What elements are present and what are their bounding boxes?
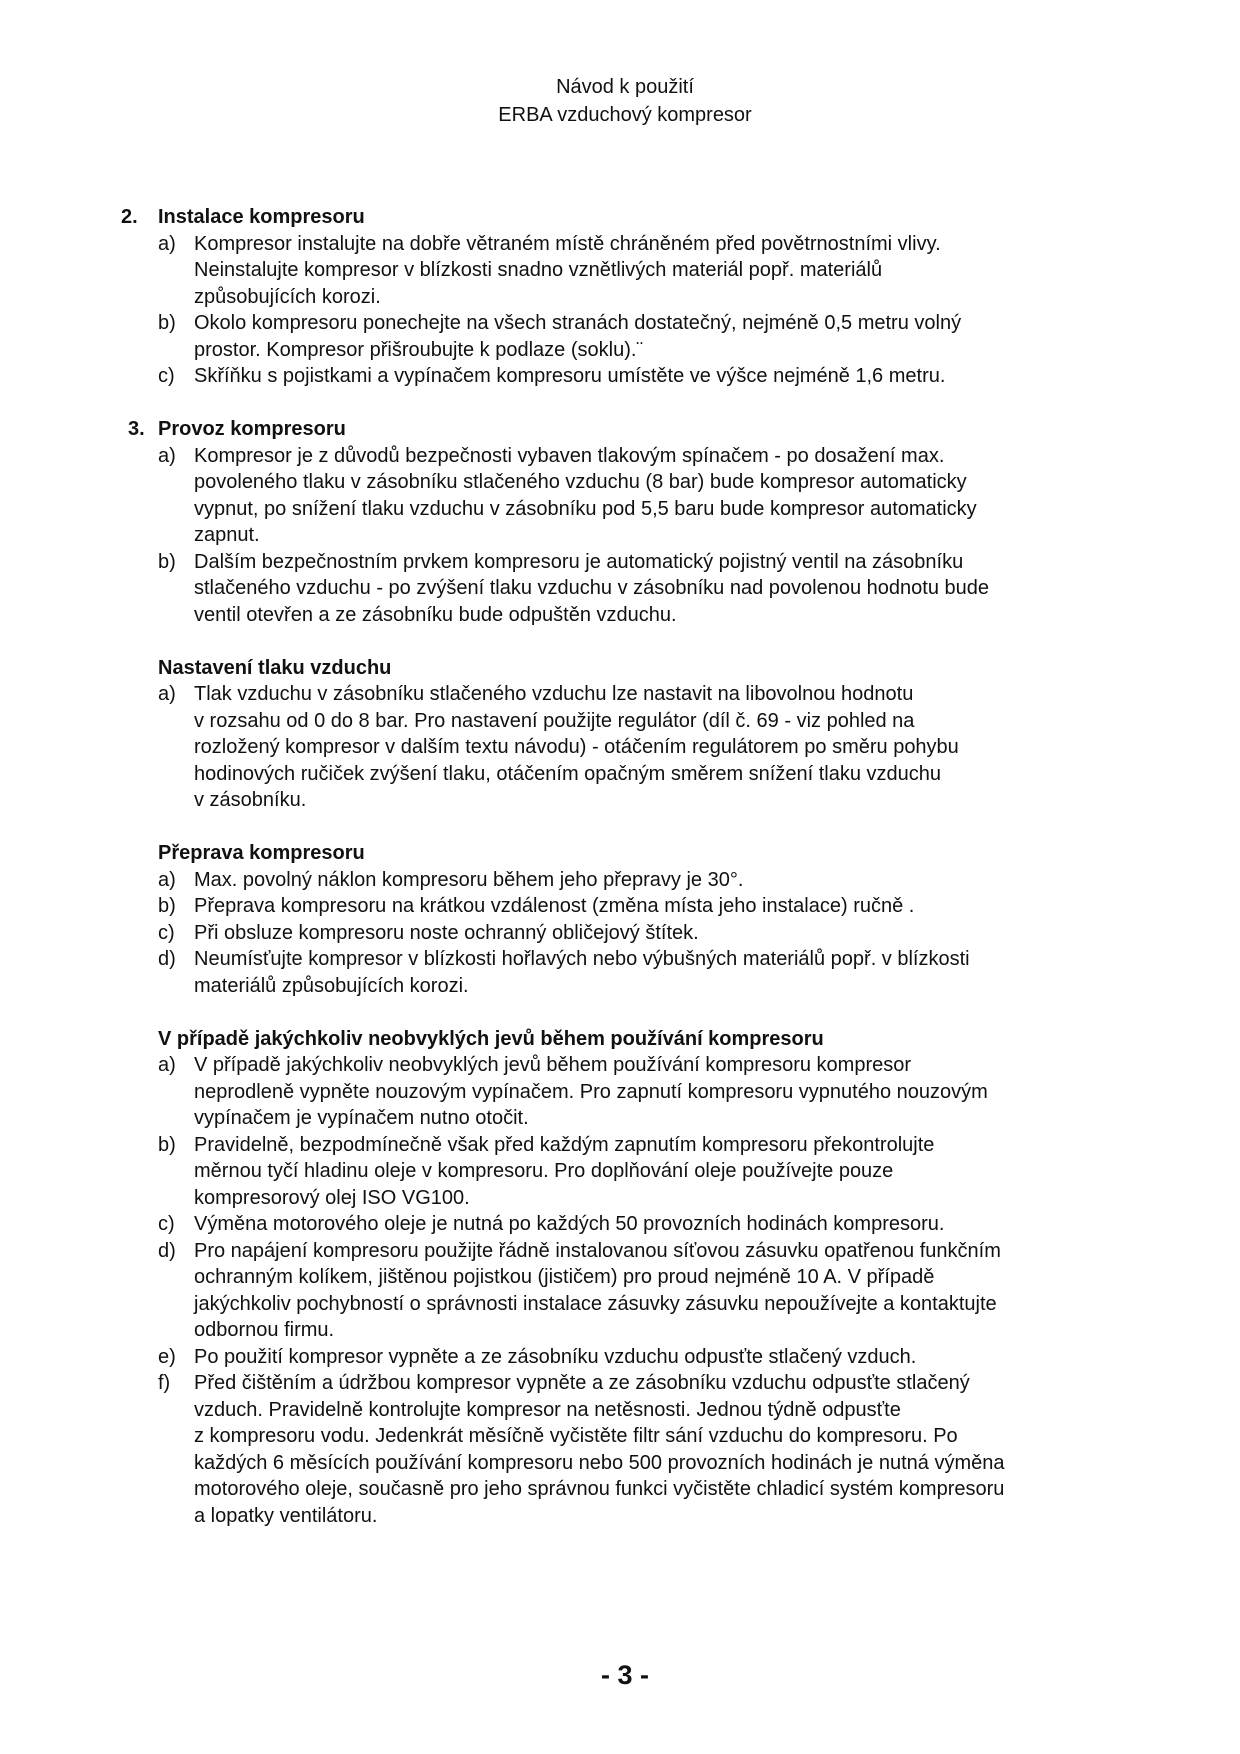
section: [0, 1026, 1240, 1530]
document-title: Návod k použití: [556, 76, 694, 98]
text-line: stlačeného vzduchu - po zvýšení tlaku vzduchu v zásobníku nad povolenou hodnotu bude: [194, 577, 989, 599]
text-line: Před čištěním a údržbou kompresor vypněte a ze zásobníku vzduchu odpusťte stlačený: [194, 1372, 970, 1394]
text-line: z kompresoru vodu. Jedenkrát měsíčně vyčistěte filtr sání vzduchu do kompresoru. Po: [194, 1425, 958, 1447]
text-line: způsobujících korozi.: [194, 285, 381, 308]
section-number: 2.: [121, 206, 138, 228]
text-line: Kompresor je z důvodů bezpečnosti vybaven tlakovým spínačem - po dosažení max.: [194, 444, 945, 467]
list-item-label: a): [158, 683, 176, 705]
list-item: [0, 1238, 1240, 1344]
text-line: každých 6 měsících používání kompresoru nebo 500 provozních hodinách je nutná výměna: [194, 1451, 1005, 1474]
section: [0, 416, 1240, 628]
section: [0, 840, 1240, 999]
list-item-label: e): [158, 1345, 176, 1368]
text-line: neprodleně vypněte nouzovým vypínačem. Pro zapnutí kompresoru vypnutého nouzovým: [194, 1080, 988, 1103]
document-subtitle: ERBA vzduchový kompresor: [498, 104, 752, 126]
list-item: [0, 1370, 1240, 1529]
list-item-label: b): [158, 1133, 176, 1156]
section-heading: [0, 655, 1240, 682]
list-item-label: c): [158, 1213, 175, 1235]
section-number: 3.: [128, 418, 145, 440]
text-line: Skříňku s pojistkami a vypínačem kompresoru umístěte ve výšce nejméně 1,6 metru.: [194, 365, 946, 387]
list-item: [0, 231, 1240, 311]
text-line: rozložený kompresor v dalším textu návodu) - otáčením regulátorem po směru pohybu: [194, 736, 959, 758]
list-item: [0, 549, 1240, 629]
text-line: Okolo kompresoru ponechejte na všech stranách dostatečný, nejméně 0,5 metru volný: [194, 312, 962, 334]
section-heading: [0, 204, 1240, 231]
text-line: vzduch. Pravidelně kontrolujte kompresor na netěsnosti. Jednou týdně odpusťte: [194, 1398, 901, 1421]
list-item: [0, 363, 1240, 390]
list-item-label: b): [158, 550, 176, 573]
list-item-label: c): [158, 921, 175, 944]
list-item-label: b): [158, 895, 176, 917]
text-line: Pravidelně, bezpodmínečně však před každým zapnutím kompresoru překontrolujte: [194, 1133, 935, 1156]
list-item-label: a): [158, 232, 176, 255]
text-line: odbornou firmu.: [194, 1319, 335, 1341]
section-title: Instalace kompresoru: [158, 206, 365, 228]
text-line: Při obsluze kompresoru noste ochranný obličejový štítek.: [194, 921, 699, 944]
text-line: povoleného tlaku v zásobníku stlačeného vzduchu (8 bar) bude kompresor automaticky: [194, 471, 967, 493]
section: [0, 204, 1240, 390]
text-line: Max. povolný náklon kompresoru během jeho přepravy je 30°.: [194, 868, 744, 891]
list-item: [0, 893, 1240, 920]
list-item: [0, 310, 1240, 363]
text-line: Pro napájení kompresoru použijte řádně instalovanou síťovou zásuvku opatřenou funkčním: [194, 1239, 1001, 1262]
list-item-label: d): [158, 1239, 176, 1262]
text-line: měrnou tyčí hladinu oleje v kompresoru. Pro doplňování oleje používejte pouze: [194, 1160, 894, 1182]
list-item: [0, 1344, 1240, 1371]
list-item-label: a): [158, 444, 176, 467]
list-item-label: a): [158, 1054, 176, 1076]
text-line: Dalším bezpečnostním prvkem kompresoru je automatický pojistný ventil na zásobníku: [194, 550, 964, 573]
section-heading: [0, 840, 1240, 867]
section-title: Nastavení tlaku vzduchu: [158, 656, 392, 679]
section-heading: [0, 416, 1240, 443]
text-line: Kompresor instalujte na dobře větraném místě chráněném před povětrnostními vlivy.: [194, 232, 941, 255]
list-item-label: b): [158, 312, 176, 334]
document-body: [0, 204, 1240, 1556]
section-title: Provoz kompresoru: [158, 418, 346, 440]
list-item: [0, 946, 1240, 999]
list-item: [0, 1132, 1240, 1212]
list-item: [0, 920, 1240, 947]
text-line: jakýchkoliv pochybností o správnosti instalace zásuvky zásuvku nepoužívejte a kontaktujte: [194, 1292, 997, 1315]
list-item-label: d): [158, 948, 176, 970]
text-line: v zásobníku.: [194, 789, 307, 811]
section-title: V případě jakýchkoliv neobvyklých jevů během používání kompresoru: [158, 1027, 824, 1050]
list-item: [0, 443, 1240, 549]
text-line: materiálů způsobujících korozi.: [194, 974, 469, 997]
list-item: [0, 867, 1240, 894]
section-title: Přeprava kompresoru: [158, 842, 365, 864]
text-line: vypnut, po snížení tlaku vzduchu v zásobníku pod 5,5 baru bude kompresor automaticky: [194, 497, 977, 520]
text-line: Neinstalujte kompresor v blízkosti snadno vznětlivých materiál popř. materiálů: [194, 259, 883, 281]
text-line: vypínačem je vypínačem nutno otočit.: [194, 1107, 529, 1129]
text-line: prostor. Kompresor přišroubujte k podlaze (soklu).¨: [194, 338, 644, 361]
text-line: kompresorový olej ISO VG100.: [194, 1186, 470, 1209]
text-line: Přeprava kompresoru na krátkou vzdálenost (změna místa jeho instalace) ručně .: [194, 895, 915, 917]
text-line: Výměna motorového oleje je nutná po každých 50 provozních hodinách kompresoru.: [194, 1213, 945, 1235]
text-line: Po použití kompresor vypněte a ze zásobníku vzduchu odpusťte stlačený vzduch.: [194, 1345, 917, 1368]
section: [0, 655, 1240, 814]
list-item-label: c): [158, 365, 175, 387]
text-line: a lopatky ventilátoru.: [194, 1504, 378, 1527]
list-item-label: f): [158, 1372, 171, 1394]
text-line: motorového oleje, současně pro jeho správnou funkci vyčistěte chladicí systém kompresoru: [194, 1478, 1005, 1500]
text-line: Neumísťujte kompresor v blízkosti hořlavých nebo výbušných materiálů popř. v blízkosti: [194, 948, 970, 970]
text-line: V případě jakýchkoliv neobvyklých jevů během používání kompresoru kompresor: [194, 1054, 912, 1076]
list-item: [0, 1211, 1240, 1238]
text-line: hodinových ručiček zvýšení tlaku, otáčením opačným směrem snížení tlaku vzduchu: [194, 762, 942, 785]
list-item: [0, 1052, 1240, 1132]
list-item: [0, 681, 1240, 814]
list-item-label: a): [158, 868, 176, 891]
text-line: Tlak vzduchu v zásobníku stlačeného vzduchu lze nastavit na libovolnou hodnotu: [194, 683, 914, 705]
text-line: v rozsahu od 0 do 8 bar. Pro nastavení použijte regulátor (díl č. 69 - viz pohled na: [194, 709, 915, 732]
section-heading: [0, 1026, 1240, 1053]
text-line: ochranným kolíkem, jištěnou pojistkou (jističem) pro proud nejméně 10 A. V případě: [194, 1266, 935, 1288]
page-number: - 3 -: [600, 1660, 649, 1690]
text-line: ventil otevřen a ze zásobníku bude odpuštěn vzduchu.: [194, 603, 677, 626]
text-line: zapnut.: [194, 524, 260, 546]
